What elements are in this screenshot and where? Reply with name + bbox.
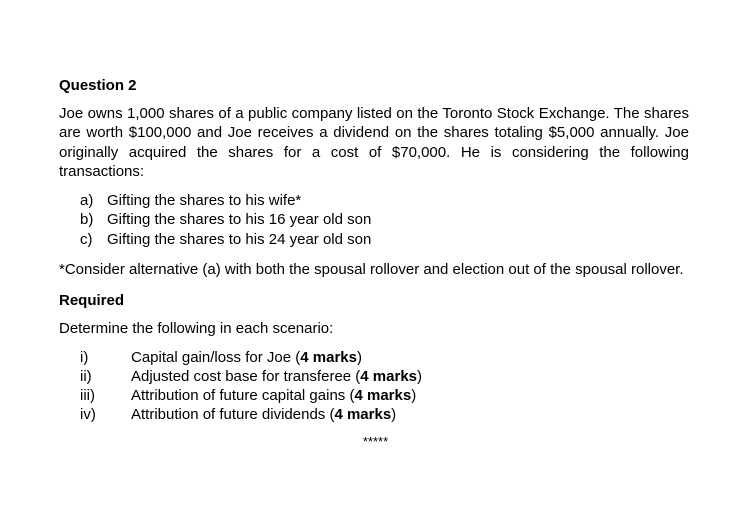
- list-item-text: Gifting the shares to his 24 year old son: [107, 230, 372, 248]
- item-close: ): [411, 386, 417, 404]
- end-of-question-mark: *****: [362, 433, 389, 449]
- question-intro: Joe owns 1,000 shares of a public company listed on the Toronto Stock Exchange. The shares are worth $100,000 and Joe receives a dividend on the shares totaling $5,000 annually. Joe originally acquired the shares for a cost of $70,000. He is considering the following transactions:: [59, 104, 689, 180]
- list-marker: ii): [80, 367, 92, 385]
- list-item-text: [131, 405, 396, 424]
- list-item: [80, 230, 689, 250]
- list-item-text: [131, 367, 422, 386]
- item-text: Attribution of future dividends (: [131, 405, 335, 423]
- footnote: *Consider alternative (a) with both the spousal rollover and election out of the spousal rollover.: [59, 261, 684, 278]
- list-item: [80, 348, 689, 367]
- list-item-text: [131, 386, 416, 405]
- item-text: Capital gain/loss for Joe (: [131, 348, 301, 366]
- list-item: [80, 405, 689, 424]
- list-item: [80, 386, 689, 405]
- marks-label: 4 marks: [360, 367, 418, 385]
- list-marker: b): [80, 211, 94, 228]
- transaction-options-list: [80, 191, 689, 250]
- marks-label: 4 marks: [300, 348, 357, 366]
- required-instruction: Determine the following in each scenario:: [59, 320, 334, 337]
- marks-label: 4 marks: [354, 386, 412, 404]
- list-item: [80, 367, 689, 386]
- list-item: [80, 191, 689, 211]
- list-item-text: Gifting the shares to his wife*: [107, 191, 302, 209]
- list-marker: i): [80, 348, 89, 366]
- list-marker: iii): [80, 386, 95, 404]
- list-marker: a): [80, 191, 94, 209]
- required-items-list: [80, 348, 689, 424]
- list-item-text: [131, 348, 362, 367]
- item-close: ): [391, 405, 397, 423]
- list-item-text: Gifting the shares to his 16 year old son: [107, 211, 372, 228]
- document-page: [59, 76, 689, 451]
- required-title: Required: [59, 291, 125, 309]
- list-item: [80, 210, 689, 230]
- marks-label: 4 marks: [334, 405, 392, 423]
- item-text: Attribution of future capital gains (: [131, 386, 355, 404]
- list-marker: iv): [80, 405, 96, 423]
- item-close: ): [417, 367, 423, 385]
- item-close: ): [356, 348, 362, 366]
- list-marker: c): [80, 230, 93, 248]
- item-text: Adjusted cost base for transferee (: [131, 367, 361, 385]
- question-title: Question 2: [59, 77, 137, 94]
